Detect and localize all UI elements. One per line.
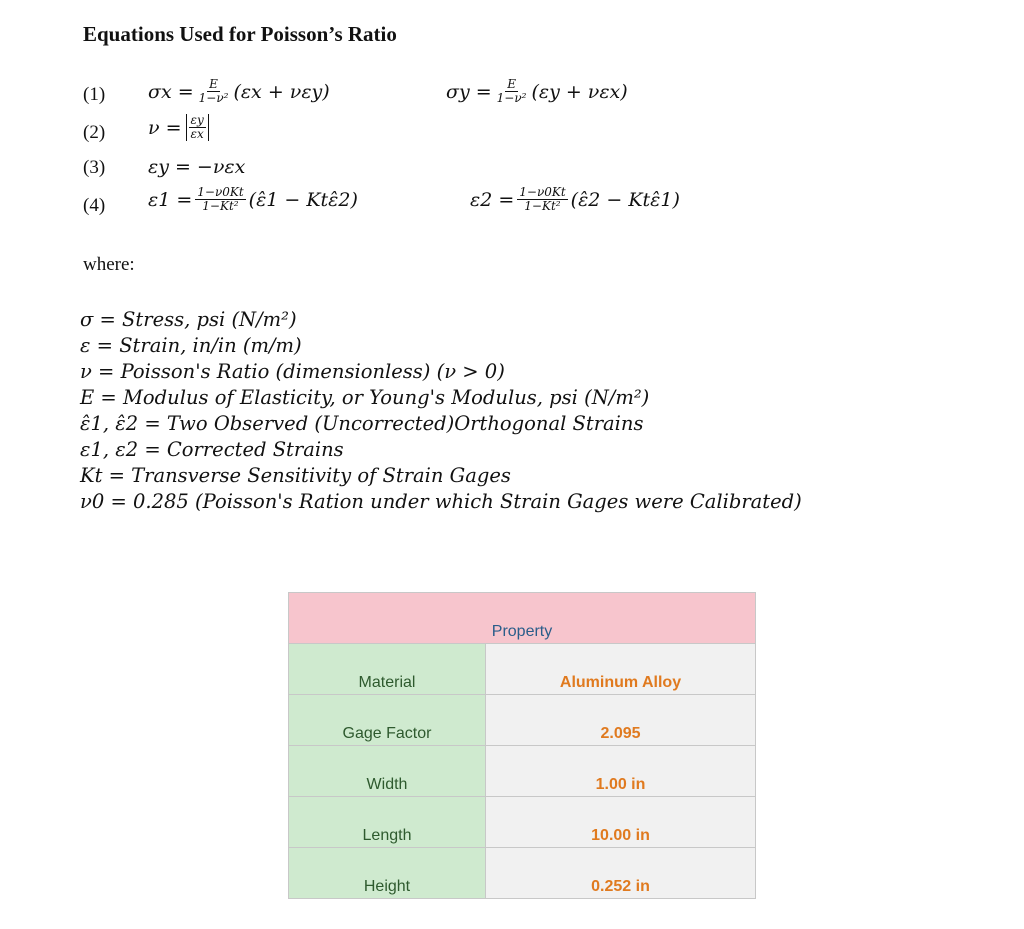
- table-row: [289, 695, 756, 746]
- property-table: [288, 592, 756, 899]
- table-row: [289, 797, 756, 848]
- table-header-row: [289, 593, 756, 644]
- table-header-property: Property: [289, 593, 756, 644]
- row-value-height: 0.252 in: [486, 848, 756, 899]
- definition-calibration-poisson: ν0 = 0.285 (Poisson's Ration under which Strain Gages were Calibrated): [80, 490, 802, 513]
- definition-modulus: E = Modulus of Elasticity, or Young's Modulus, psi (N/m²): [80, 386, 650, 409]
- definition-observed-strains: ε̂1, ε̂2 = Two Observed (Uncorrected)Orthogonal Strains: [80, 412, 644, 435]
- row-value-length: 10.00 in: [486, 797, 756, 848]
- equation-corrected-strain-2: ε2 = $\frac{1-\nu 0Kt}{\text{1−Kt²}}$ (ε̂2 − Ktε̂1): [470, 185, 680, 213]
- equation-corrected-strain-1: ε1 = $\frac{1-\nu 0Kt}{\text{1−Kt²}}$ (ε̂1 − Ktε̂2): [148, 185, 358, 213]
- row-label-material: Material: [289, 644, 486, 695]
- definition-strain: ε = Strain, in/in (m/m): [80, 334, 302, 357]
- table-row: [289, 848, 756, 899]
- definition-transverse-sensitivity: Kt = Transverse Sensitivity of Strain Gages: [80, 464, 511, 487]
- equation-number-4: (4): [83, 195, 106, 216]
- row-label-height: Height: [289, 848, 486, 899]
- equation-number-2: (2): [83, 122, 106, 143]
- row-value-width: 1.00 in: [486, 746, 756, 797]
- equation-poisson-ratio: ν = $\frac{\varepsilon y}{\varepsilon x}$: [148, 114, 209, 141]
- definition-stress: σ = Stress, psi (N/m²): [80, 308, 297, 331]
- row-value-material: Aluminum Alloy: [486, 644, 756, 695]
- equation-number-1: (1): [83, 84, 106, 105]
- equation-strain-y: εy = −νεx: [148, 156, 246, 178]
- where-label: where:: [83, 254, 135, 275]
- equation-sigma-y: σy = $\frac{E}{\text{1−ν²}}$ (εy + νεx): [446, 77, 628, 105]
- table-row: [289, 644, 756, 695]
- row-label-width: Width: [289, 746, 486, 797]
- equation-sigma-x: σx = $\frac{E}{\text{1−ν²}}$ (εx + νεy): [148, 77, 330, 105]
- definition-corrected-strains: ε1, ε2 = Corrected Strains: [80, 438, 344, 461]
- row-label-length: Length: [289, 797, 486, 848]
- row-value-gage-factor: 2.095: [486, 695, 756, 746]
- table-row: [289, 746, 756, 797]
- definition-poisson-ratio: ν = Poisson's Ratio (dimensionless) (ν > 0): [80, 360, 505, 383]
- row-label-gage-factor: Gage Factor: [289, 695, 486, 746]
- equation-number-3: (3): [83, 157, 106, 178]
- document-title: Equations Used for Poisson’s Ratio: [83, 22, 397, 46]
